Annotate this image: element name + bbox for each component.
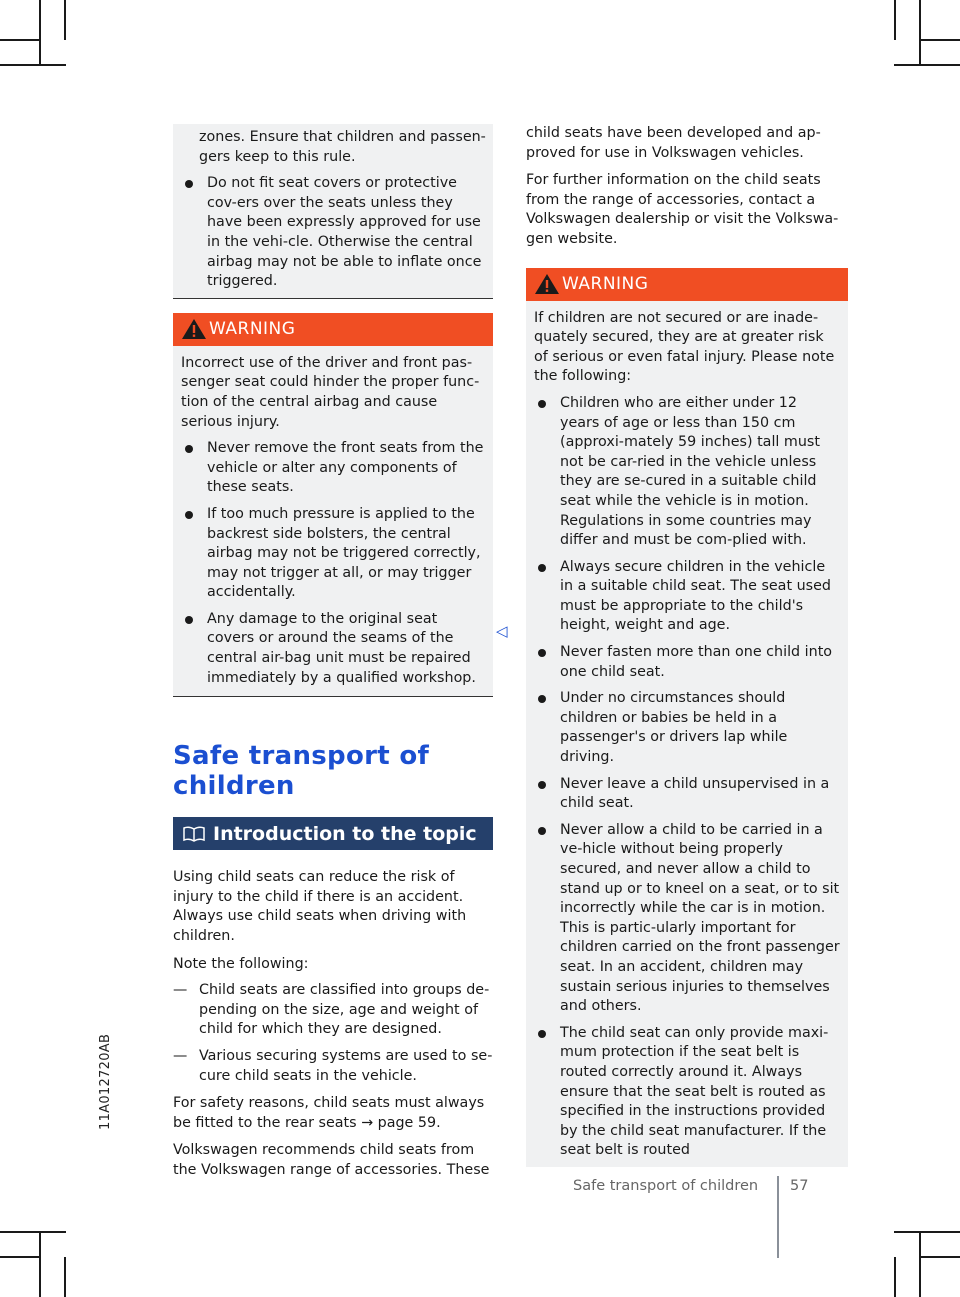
right-paragraph: For further information on the child seats from the range of accessories, contact a Volkswagen dealership or visit the Volkswa-gen website. bbox=[526, 172, 839, 247]
warning-triangle-icon bbox=[534, 273, 560, 295]
open-book-icon bbox=[183, 825, 205, 843]
page-reference-link[interactable]: page 59. bbox=[377, 1114, 441, 1131]
footer-section-name: Safe transport of children bbox=[573, 1178, 759, 1194]
left-column bbox=[173, 124, 493, 1181]
crop-mark bbox=[64, 0, 66, 40]
warning-intro: If children are not secured or are inade-quately secured, they are at greater risk of serious or even fatal injury. Please note the following: bbox=[534, 309, 835, 385]
crop-mark bbox=[0, 64, 66, 66]
safety-paragraph bbox=[173, 1094, 493, 1133]
bullet-item: Do not fit seat covers or protective cov-ers over the seats unless they have been expressly approved for use in the vehi-cle. Otherwise the central airbag may not be able to inflate once triggered. bbox=[181, 174, 487, 292]
warning-bullet: The child seat can only provide maxi-mum protection if the seat belt is routed correctly around it. Always ensure that the seat belt is routed as specified in the instructions provided by the child seat manufacturer. If the seat belt is routed bbox=[534, 1024, 840, 1161]
safety-text: For safety reasons, child seats must always be fitted to the rear seats bbox=[173, 1095, 485, 1131]
continued-text: zones. Ensure that children and passen-gers keep to this rule. bbox=[199, 129, 486, 165]
continued-note-box bbox=[173, 124, 493, 299]
dash-item: — Various securing systems are used to se-cure child seats in the vehicle. bbox=[173, 1047, 493, 1086]
crop-mark bbox=[64, 1257, 66, 1297]
warning-bullet: Always secure children in the vehicle in a suitable child seat. The seat used must be appropriate to the child's height, weight and age. bbox=[534, 558, 840, 636]
warning-bullet: Under no circumstances should children or babies be held in a passenger's or drivers lap while driving. bbox=[534, 689, 840, 767]
warning-label: WARNING bbox=[562, 274, 649, 295]
crop-mark bbox=[0, 39, 40, 41]
crop-mark bbox=[894, 1231, 960, 1233]
section-end-marker: ◁ bbox=[496, 622, 508, 640]
warning-intro: Incorrect use of the driver and front pas-senger seat could hinder the proper func-tion of the central airbag and cause serious injury. bbox=[181, 354, 480, 430]
warning-bullet: Never remove the front seats from the vehicle or alter any components of these seats. bbox=[181, 439, 485, 498]
arrow-right-icon: → bbox=[361, 1114, 374, 1131]
crop-mark bbox=[920, 1256, 960, 1258]
warning-bullet: If too much pressure is applied to the backrest side bolsters, the central airbag may not be triggered correctly, may not trigger at all, or may trigger accidentally. bbox=[181, 505, 485, 603]
crop-mark bbox=[0, 1231, 66, 1233]
crop-mark bbox=[39, 1231, 41, 1297]
crop-mark bbox=[39, 0, 41, 66]
document-code: 11A012720AB bbox=[98, 1033, 113, 1130]
crop-mark bbox=[920, 39, 960, 41]
warning-header bbox=[173, 313, 493, 346]
recommend-paragraph: Volkswagen recommends child seats from the Volkswagen range of accessories. These bbox=[173, 1142, 490, 1178]
crop-mark bbox=[894, 0, 896, 40]
warning-body bbox=[173, 346, 493, 698]
note-line: Note the following: bbox=[173, 955, 309, 972]
crop-mark bbox=[0, 1256, 40, 1258]
right-paragraph: child seats have been developed and ap-proved for use in Volkswagen vehicles. bbox=[526, 125, 821, 161]
warning-bullet: Never fasten more than one child into one child seat. bbox=[534, 643, 840, 682]
crop-mark bbox=[894, 1257, 896, 1297]
intro-topic-bar bbox=[173, 817, 493, 850]
crop-mark bbox=[894, 64, 960, 66]
warning-body bbox=[526, 301, 848, 1167]
right-column bbox=[526, 124, 848, 1167]
crop-mark bbox=[919, 0, 921, 66]
crop-mark bbox=[919, 1231, 921, 1297]
intro-topic-label: Introduction to the topic bbox=[213, 822, 477, 845]
intro-paragraph: Using child seats can reduce the risk of injury to the child if there is an accident. Always use child seats when driving with children. bbox=[173, 869, 467, 945]
warning-header bbox=[526, 268, 848, 301]
footer-divider bbox=[777, 1176, 779, 1258]
warning-label: WARNING bbox=[209, 319, 296, 340]
warning-bullet: Never leave a child unsupervised in a child seat. bbox=[534, 775, 840, 814]
warning-bullet: Children who are either under 12 years of age or less than 150 cm (approxi-mately 59 inches) tall must not be car-ried in the vehicle unless they are se-cured in a suitable child seat while the vehicle is in motion. Regulations in some countries may differ and must be com-plied with. bbox=[534, 394, 840, 551]
warning-triangle-icon bbox=[181, 318, 207, 340]
warning-bullet: Never allow a child to be carried in a ve-hicle without being properly secured, and never allow a child to stand up or to kneel on a seat, or to sit incorrectly while the car is in motion. This is partic-ularly important for children carried on the front passenger seat. In an accident, children may sustain serious injuries to themselves and others. bbox=[534, 821, 840, 1017]
page-number: 57 bbox=[790, 1178, 809, 1194]
dash-item: — Child seats are classified into groups de-pending on the size, age and weight of child for which they are designed. bbox=[173, 981, 493, 1040]
warning-bullet: Any damage to the original seat covers or around the seams of the central air-bag unit must be repaired immediately by a qualified workshop. bbox=[181, 610, 485, 690]
section-title: Safe transport of children bbox=[173, 741, 430, 802]
